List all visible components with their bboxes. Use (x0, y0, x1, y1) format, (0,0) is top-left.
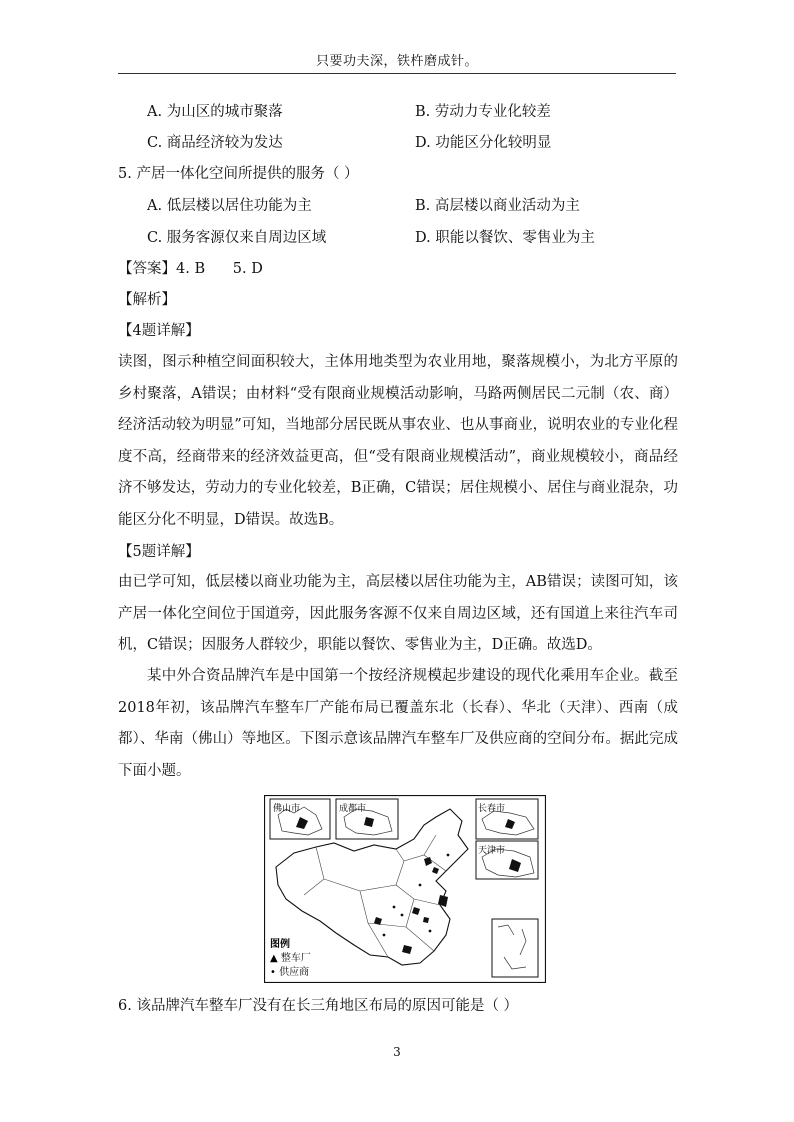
answer-label: 【答案】 (118, 261, 176, 277)
china-map-figure (264, 795, 546, 983)
legend-factory: ▲ 整车厂 (270, 953, 311, 964)
inset-chengdu (336, 799, 398, 839)
q5-detail-label: 【5题详解】 (118, 544, 200, 560)
answer-line (118, 259, 263, 279)
inset-label-chengdu: 成都市 (339, 804, 367, 814)
q5-option-b: B. 高层楼以商业活动为主 (415, 198, 580, 214)
q4-option-b: B. 劳动力专业化较差 (415, 104, 551, 120)
q5-detail-text (118, 567, 678, 662)
legend-supplier: • 供应商 (270, 967, 310, 978)
inset-tianjin (476, 841, 538, 879)
q4-detail-text (118, 347, 678, 537)
analysis-label: 【解析】 (118, 292, 176, 308)
q4-option-d: D. 功能区分化较明显 (415, 135, 552, 151)
header-motto: 只要功夫深，铁杵磨成针。 (315, 54, 478, 69)
q4-detail-paragraph: 读图，图示种植空间面积较大，主体用地类型为农业用地，聚落规模小，为北方平原的乡村聚落，A错误；由材料“受有限商业规模活动影响，马路两侧居民二元制（农、商）经济活动较为明显”可知，当地部分居民既从事农业、也从事商业，说明农业的专业化程度不高，经商带来的经济效益更高，但“受有限商业规模活动”，商业规模较小，商品经济不够发达，劳动力的专业化较差，B正确，C错误；居住规模小、居住与商业混杂，功能区分化不明显，D错误。故选B。 (118, 354, 678, 528)
answer-text: 4. B 5. D (176, 261, 263, 277)
inset-label-tianjin: 天津市 (478, 846, 506, 856)
q5-option-d: D. 职能以餐饮、零售业为主 (415, 230, 595, 246)
header-rule (118, 73, 676, 74)
q4-option-a: A. 为山区的城市聚落 (147, 104, 283, 120)
q4-detail-label: 【4题详解】 (118, 323, 200, 339)
legend-title: 图例 (270, 939, 290, 950)
intro-text (118, 661, 678, 787)
q5-option-c: C. 服务客源仅来自周边区域 (147, 230, 327, 246)
south-china-sea-inset (492, 919, 538, 977)
inset-label-changchun: 长春市 (478, 804, 506, 814)
q5-detail-paragraph: 由已学可知，低层楼以商业功能为主，高层楼以居住功能为主，AB错误；读图可知，该产居一体化空间位于国道旁，因此服务客源不仅来自周边区域，还有国道上来往汽车司机，C错误；因服务人群较少，职能以餐饮、零售业为主，D正确。故选D。 (118, 574, 678, 654)
q6-stem: 6. 该品牌汽车整车厂没有在长三角地区布局的原因可能是（ ） (118, 998, 519, 1014)
q5-option-a: A. 低层楼以居住功能为主 (147, 198, 312, 214)
q4-option-c: C. 商品经济较为发达 (147, 135, 283, 151)
inset-foshan (270, 799, 330, 839)
inset-label-foshan: 佛山市 (273, 804, 301, 814)
intro-paragraph: 某中外合资品牌汽车是中国第一个按经济规模起步建设的现代化乘用车企业。截至2018年初，该品牌汽车整车厂产能布局已覆盖东北（长春）、华北（天津）、西南（成都）、华南（佛山）等地区。下图示意该品牌汽车整车厂及供应商的空间分布。据此完成下面小题。 (118, 668, 678, 779)
inset-changchun (476, 799, 538, 839)
q5-stem: 5. 产居一体化空间所提供的服务（ ） (118, 166, 359, 182)
page-number: 3 (393, 1045, 401, 1059)
